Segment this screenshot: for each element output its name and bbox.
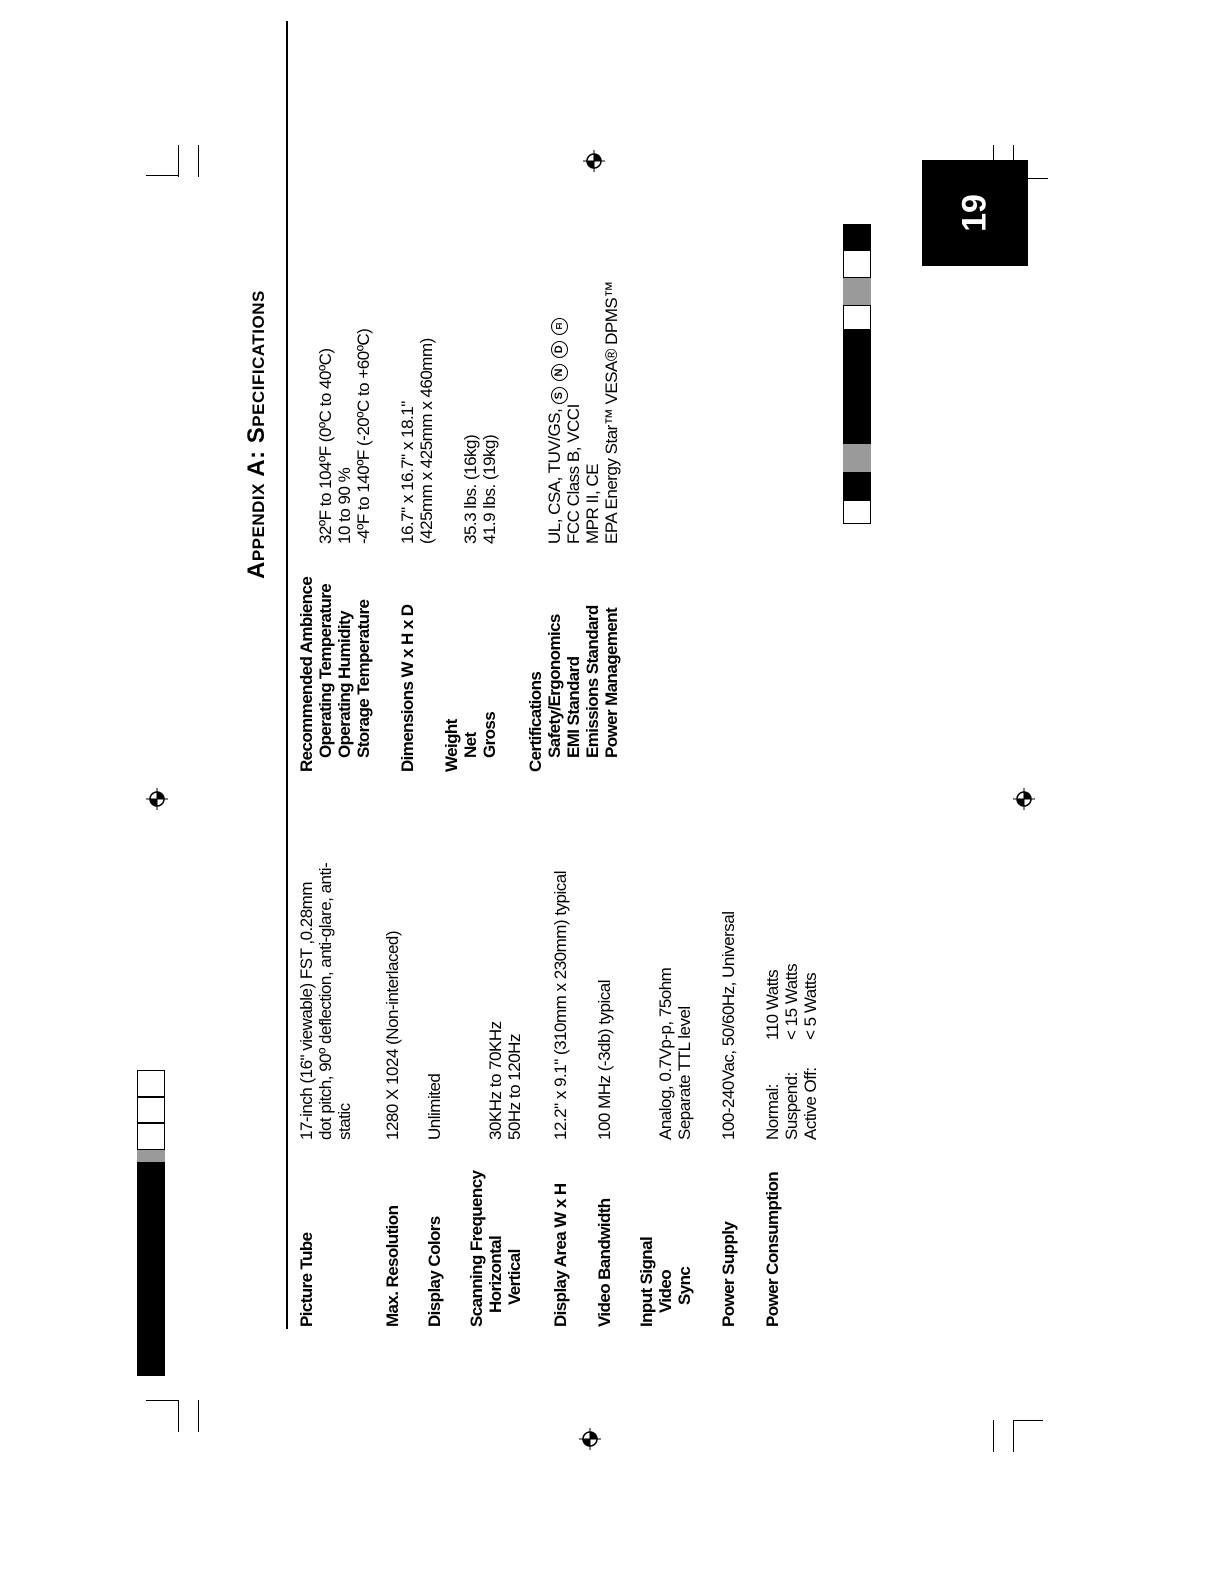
cert-s-icon: S <box>551 387 568 404</box>
value-operating-humidity: 10 to 90 % <box>335 467 354 544</box>
label-display-colors: Display Colors <box>425 1216 444 1327</box>
label-sync: Sync <box>675 1266 694 1305</box>
label-power-management: Power Management <box>602 607 621 758</box>
value-emissions-standard: MPR II, CE <box>583 463 602 544</box>
label-display-area: Display Area W x H <box>551 1183 570 1327</box>
label-scanning-frequency: Scanning Frequency <box>467 1170 486 1327</box>
cert-d-icon: D <box>551 341 568 358</box>
value-picture-tube: 17-inch (16" viewable) FST ,0.28mm dot pitch, 90º deflection, anti-glare, anti- static <box>297 862 354 1140</box>
power-mode-suspend: Suspend:< 15 Watts <box>782 963 801 1140</box>
value-power-management: EPA Energy Star™ VESA® DPMS™ <box>602 281 621 544</box>
value-operating-temperature: 32ºF to 104ºF (0ºC to 40ºC) <box>316 348 335 544</box>
value-display-colors: Unlimited <box>425 1073 444 1140</box>
value-max-resolution: 1280 X 1024 (Non-interlaced) <box>383 930 402 1140</box>
value-video-bandwidth: 100 MHz (-3db) typical <box>595 979 614 1140</box>
label-emissions-standard: Emissions Standard <box>583 605 602 758</box>
value-display-area: 12.2" x 9.1" (310mm x 230mm) typical <box>551 870 570 1140</box>
value-gross: 41.9 lbs. (19kg) <box>480 434 499 544</box>
label-storage-temperature: Storage Temperature <box>354 599 373 758</box>
value-net: 35.3 lbs. (16kg) <box>461 434 480 544</box>
page-title: APPENDIX A: SPECIFICATIONS <box>243 290 270 579</box>
power-mode-normal: Normal:110 Watts <box>763 969 782 1140</box>
label-vertical: Vertical <box>505 1249 524 1305</box>
label-power-supply: Power Supply <box>719 1221 738 1327</box>
label-operating-temperature: Operating Temperature <box>316 583 335 758</box>
value-dimensions: 16.7" x 16.7" x 18.1" (425mm x 425mm x 460mm) <box>398 338 436 544</box>
label-weight: Weight <box>442 719 461 772</box>
label-video: Video <box>656 1270 675 1313</box>
value-sync: Separate TTL level <box>675 1006 694 1140</box>
label-input-signal: Input Signal <box>637 1236 656 1327</box>
label-safety-ergonomics: Safety/Ergonomics <box>545 614 564 758</box>
label-power-consumption: Power Consumption <box>763 1171 782 1327</box>
value-emi-standard: FCC Class B, VCCI <box>564 404 583 544</box>
page-number: 19 <box>955 194 994 232</box>
label-gross: Gross <box>480 711 499 758</box>
label-recommended-ambience: Recommended Ambience <box>297 576 316 772</box>
value-power-supply: 100-240Vac, 50/60Hz, Universal <box>719 911 738 1140</box>
power-modes <box>763 964 820 1140</box>
label-operating-humidity: Operating Humidity <box>335 611 354 758</box>
label-net: Net <box>461 732 480 758</box>
label-max-resolution: Max. Resolution <box>383 1205 402 1327</box>
label-horizontal: Horizontal <box>486 1235 505 1313</box>
label-video-bandwidth: Video Bandwidth <box>595 1198 614 1327</box>
label-certifications: Certifications <box>526 671 545 772</box>
label-emi-standard: EMI Standard <box>564 656 583 758</box>
label-picture-tube: Picture Tube <box>297 1232 316 1327</box>
value-video: Analog, 0.7Vp-p, 75ohm <box>656 967 675 1140</box>
value-vertical: 50Hz to 120Hz <box>505 1034 524 1140</box>
value-horizontal: 30KHz to 70KHz <box>486 1021 505 1140</box>
cert-n-icon: N <box>551 364 568 381</box>
value-storage-temperature: -4ºF to 140ºF (-20ºC to +60ºC) <box>354 328 373 544</box>
value-safety-ergonomics: UL, CSA, TUV/GS, S N D FI <box>545 316 568 544</box>
title-rule <box>286 21 288 1329</box>
label-dimensions: Dimensions W x H x D <box>398 604 417 772</box>
cert-fi-icon: FI <box>551 318 568 335</box>
power-mode-active-off: Active Off:< 5 Watts <box>801 972 820 1140</box>
